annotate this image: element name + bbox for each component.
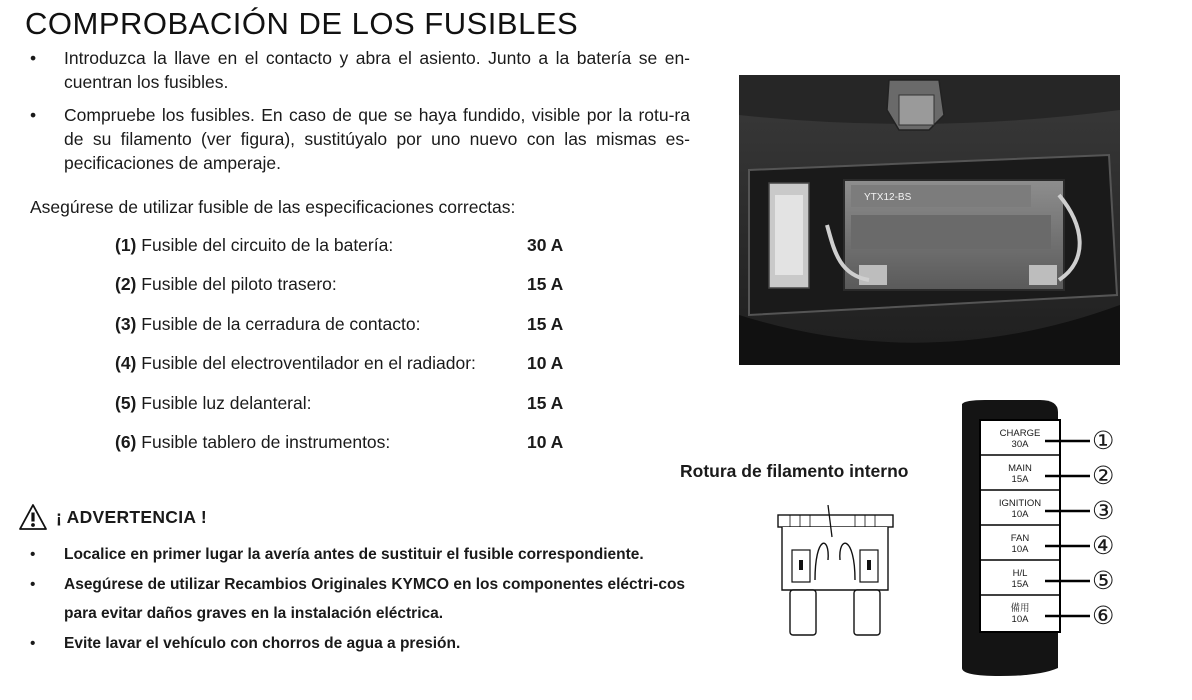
bullet-icon: • (30, 48, 37, 68)
instruction-text: Compruebe los fusibles. En caso de que se haya fundido, visible por la rotu-ra de su filamento (ver figura), sustitúyalo por uno nuevo con las mismas es-pecificaciones de amperaje. (64, 105, 690, 173)
warning-item (30, 540, 690, 569)
fuse-number: (5) (115, 392, 137, 413)
fuse-label: Fusible luz delanteral: (141, 392, 312, 413)
bullet-icon: • (30, 546, 36, 563)
fuse-spec-row (115, 274, 575, 313)
fuse-marker-1: ① (1092, 427, 1115, 455)
fuse-spec-row (115, 314, 575, 353)
bullet-icon: • (30, 576, 36, 593)
fuse-slot-rating: 10A (1011, 614, 1029, 625)
intro-text: Asegúrese de utilizar fusible de las especificaciones correctas: (30, 197, 516, 217)
fuse-number: (3) (115, 313, 137, 334)
warning-item (30, 629, 690, 658)
fuse-slot-rating: 10A (1011, 544, 1029, 555)
fuse-slot-rating: 15A (1011, 474, 1029, 485)
blown-fuse-illustration (770, 505, 900, 640)
fuse-slot-rating: 15A (1011, 579, 1029, 590)
fuse-slot-name: 備用 (1010, 603, 1030, 614)
fuse-slot-name: CHARGE (999, 428, 1041, 439)
fuse-value: 15 A (527, 392, 564, 413)
instruction-text: Introduzca la llave en el contacto y abra el asiento. Junto a la batería se en-cuentran los fusibles. (64, 48, 690, 92)
fuse-number: (1) (115, 235, 137, 255)
fuse-slot (980, 525, 1060, 560)
fuse-value: 10 A (527, 431, 564, 452)
fuse-number: (4) (115, 353, 137, 374)
bullet-icon: • (30, 105, 37, 125)
page-title: COMPROBACIÓN DE LOS FUSIBLES (25, 6, 579, 41)
fuse-marker-2: ② (1092, 462, 1115, 490)
figure-caption: Rotura de filamento interno (680, 461, 909, 481)
instruction-item (30, 46, 690, 94)
fuse-number: (6) (115, 431, 137, 452)
fuse-marker-6: ⑥ (1092, 602, 1115, 630)
fuse-slot-name: H/L (1012, 568, 1028, 579)
bullet-icon: • (30, 635, 36, 652)
warning-text: Localice en primer lugar la avería antes de sustituir el fusible correspondiente. (64, 546, 644, 563)
fuse-slot-name: MAIN (1008, 463, 1032, 474)
warning-text: Asegúrese de utilizar Recambios Originales KYMCO en los componentes eléctri-cos para evitar daños graves en la instalación eléctrica. (64, 576, 686, 622)
warning-title: ¡ ADVERTENCIA ! (56, 506, 207, 527)
fuse-slot-rating: 10A (1011, 509, 1029, 520)
fuse-label: Fusible tablero de instrumentos: (141, 431, 391, 452)
warning-list (30, 540, 690, 659)
fuse-value: 15 A (527, 313, 564, 334)
fuse-slot-name: FAN (1010, 533, 1030, 544)
instruction-item (30, 103, 690, 175)
fuse-label: Fusible del piloto trasero: (141, 274, 337, 295)
fuse-slot (980, 490, 1060, 525)
fuse-value: 15 A (527, 274, 564, 295)
fuse-spec-row (115, 353, 575, 392)
fuse-slot (980, 455, 1060, 490)
warning-text: Evite lavar el vehículo con chorros de agua a presión. (64, 635, 461, 652)
fuse-value: 10 A (527, 353, 564, 374)
fuse-slot (980, 595, 1060, 632)
fuse-slot (980, 560, 1060, 595)
warning-header (18, 503, 207, 531)
warning-item (30, 570, 690, 628)
fuse-spec-row (115, 432, 575, 471)
fuse-slot-rating: 30A (1011, 439, 1029, 450)
fuse-label: Fusible del circuito de la batería: (141, 235, 394, 255)
fuse-marker-3: ③ (1092, 497, 1115, 525)
battery-compartment-photo (739, 75, 1120, 365)
fuse-spec-row (115, 235, 575, 274)
fuse-slot-name: IGNITION (998, 498, 1042, 509)
fuse-slot (980, 420, 1060, 455)
warning-triangle-icon (18, 503, 48, 531)
fuse-spec-row (115, 393, 575, 432)
fuse-value: 30 A (527, 235, 564, 255)
fuse-label: Fusible del electroventilador en el radiador: (141, 353, 476, 374)
fuse-number: (2) (115, 274, 137, 295)
fuse-marker-5: ⑤ (1092, 567, 1115, 595)
fuse-spec-list (115, 235, 575, 471)
instruction-list (30, 46, 690, 184)
fuse-marker-4: ④ (1092, 532, 1115, 560)
fuse-label: Fusible de la cerradura de contacto: (141, 313, 421, 334)
battery-model-label: YTX12-BS (864, 192, 912, 203)
